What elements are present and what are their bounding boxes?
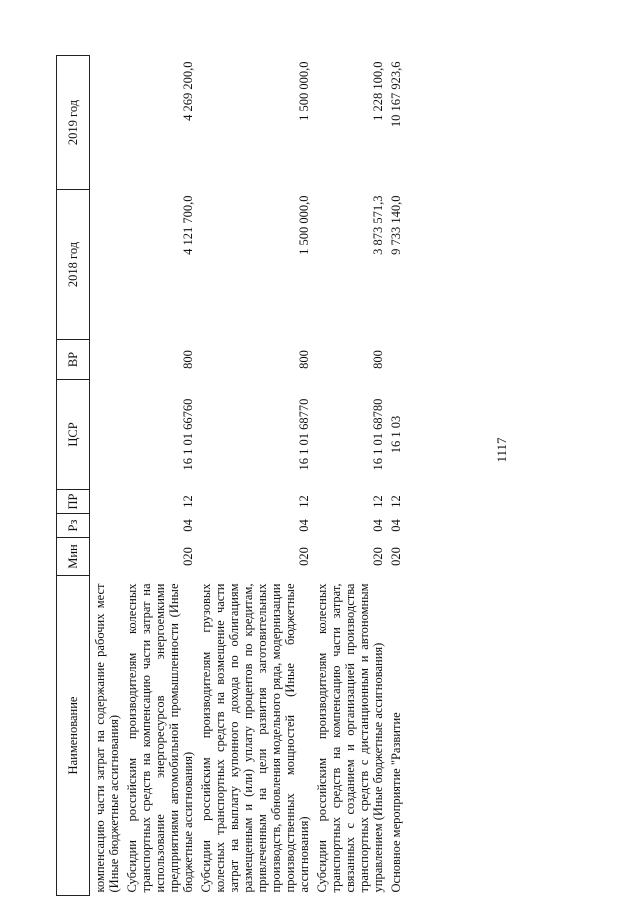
row-pr: 12: [389, 495, 403, 508]
row-2019: 10 167 923,6: [389, 61, 403, 128]
row-name: Субсидии российским производителям грузовых колесных транспортных средств на возмещение части затрат на выплату купонного дохода по облигациям размещенным и (или) уплату процентов по кредитам, привлеченным на цели развития заготовительных производств, обновления модельного ряда, модернизации производственных мощностей (Иные бюджетные ассигнования): [199, 583, 311, 893]
row-vr: 800: [297, 350, 311, 369]
row-pr: 12: [297, 495, 311, 508]
row-vr: 800: [181, 350, 195, 369]
header-rz: Рз: [57, 514, 90, 538]
row-2019: [90, 56, 123, 190]
header-name: Наименование: [57, 576, 90, 896]
header-vr: ВР: [57, 340, 90, 380]
row-rz: 04: [297, 519, 311, 532]
table-header-row: [57, 56, 90, 896]
row-2019: 1 500 000,0: [297, 61, 311, 121]
row-2019: 1 228 100,0: [371, 61, 385, 121]
row-csr: [90, 380, 123, 490]
row-min: 020: [371, 547, 385, 566]
row-min: 020: [297, 547, 311, 566]
row-vr: [386, 340, 404, 380]
row-min: 020: [389, 547, 403, 566]
row-name: компенсацию части затрат на содержание рабочих мест (Иные бюджетные ассигнования): [93, 583, 121, 893]
table-row: [312, 56, 386, 896]
row-rz: 04: [371, 519, 385, 532]
table-row: [90, 56, 123, 896]
row-name: Субсидии российским производителям колесных транспортных средств на компенсацию части затрат, связанных с созданием и организацией производства транспортных средств с дистанционным и автономным управлением (Иные бюджетные ассигнования): [315, 583, 385, 893]
row-2018: [90, 190, 123, 340]
row-2018: 4 121 700,0: [181, 195, 195, 255]
row-vr: [90, 340, 123, 380]
row-name: Субсидии российским производителям колесных транспортных средств на компенсацию части затрат на использование энергоресурсов энергоемкими предприятиями автомобильной промышленности (Иные бюджетные ассигнования): [125, 583, 195, 893]
budget-table: [56, 55, 404, 896]
row-pr: [90, 490, 123, 514]
row-csr: 16 1 03: [389, 415, 403, 454]
row-csr: 16 1 01 66760: [181, 398, 195, 471]
row-csr: 16 1 01 68780: [371, 398, 385, 471]
page-number: 1117: [494, 437, 509, 463]
row-name: Основное мероприятие "Развитие: [389, 712, 403, 893]
table-container: [56, 56, 462, 896]
row-min: [90, 538, 123, 576]
table-row: [196, 56, 312, 896]
row-vr: 800: [371, 350, 385, 369]
header-2019: 2019 год: [57, 56, 90, 190]
row-pr: 12: [371, 495, 385, 508]
row-rz: 04: [181, 519, 195, 532]
row-2019: 4 269 200,0: [181, 61, 195, 121]
row-2018: 1 500 000,0: [297, 195, 311, 255]
row-csr: 16 1 01 68770: [297, 398, 311, 471]
table-row: [122, 56, 196, 896]
row-2018: 3 873 571,3: [371, 195, 385, 255]
row-min: 020: [181, 547, 195, 566]
header-pr: ПР: [57, 490, 90, 514]
row-pr: 12: [181, 495, 195, 508]
row-2018: 9 733 140,0: [389, 195, 403, 255]
row-rz: 04: [389, 519, 403, 532]
header-csr: ЦСР: [57, 380, 90, 490]
rotated-page: [56, 56, 462, 896]
header-min: Мин: [57, 538, 90, 576]
header-2018: 2018 год: [57, 190, 90, 340]
table-row: [386, 56, 404, 896]
row-rz: [90, 514, 123, 538]
